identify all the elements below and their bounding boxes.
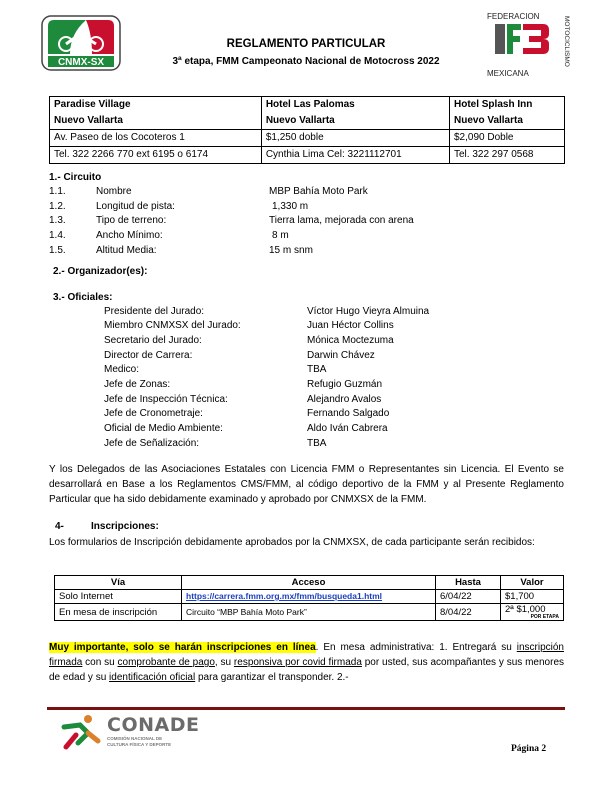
table-row	[55, 590, 564, 604]
important-text: para garantizar el transponder. 2.-	[195, 672, 349, 683]
circuito-value: Tierra lama, mejorada con arena	[269, 215, 414, 226]
circuito-label: Longitud de pista:	[96, 201, 175, 212]
table-cell	[182, 604, 436, 621]
oficial-label: Medico:	[104, 364, 140, 375]
inscripciones-intro: Los formularios de Inscripción debidamente aprobados por la CNMXSX, de cada participante serán recibidos:	[49, 537, 535, 548]
price-note: POR ETAPA	[530, 614, 559, 620]
table-cell	[501, 604, 564, 621]
important-text: . En mesa administrativa: 1. Entregará su	[315, 642, 517, 653]
section-num-inscripciones: 4-	[55, 521, 64, 532]
circuito-value: 1,330 m	[272, 201, 309, 212]
circuito-value: 15 m snm	[269, 245, 313, 256]
table-cell: $1,700	[501, 590, 564, 604]
oficial-label: Jefe de Inspección Técnica:	[104, 394, 228, 405]
page-number: Página 2	[511, 744, 547, 754]
table-cell: Tel. 322 2266 770 ext 6195 o 6174	[50, 147, 262, 164]
column-header-valor: Valor	[501, 576, 564, 590]
oficial-label: Jefe de Señalización:	[104, 438, 200, 449]
oficial-value: Fernando Salgado	[307, 408, 390, 419]
fmm-logo-side: MOTOCICLISMO	[563, 16, 570, 67]
oficial-value: Alejandro Avalos	[307, 394, 382, 405]
table-row	[55, 604, 564, 621]
hotels-table	[49, 96, 565, 164]
section-heading-inscripciones: Inscripciones:	[91, 521, 159, 532]
circuito-value: 8 m	[272, 230, 289, 241]
registration-link[interactable]: https://carrera.fmm.org.mx/fmm/busqueda1.html	[186, 591, 383, 601]
table-cell: Nuevo Vallarta	[449, 113, 564, 130]
section-heading-circuito: 1.- Circuito	[49, 172, 102, 183]
delegados-paragraph: Y los Delegados de las Asociaciones Estatales con Licencia FMM o Representantes sin Licencia. El Evento se desarrollará en Base a los Reglamentos CMS/FMM, al código deportivo de la FMM y al Presente Reglamento Particular que ha sido debidamente examinado y aprobado por CNMXSX de la FMM.	[49, 464, 564, 505]
circuito-num: 1.4.	[49, 230, 66, 241]
important-underlined: identificación oficial	[109, 672, 196, 683]
oficial-value: Refugio Guzmán	[307, 379, 383, 390]
circuito-label: Ancho Mínimo:	[96, 230, 163, 241]
important-underlined: responsiva por covid firmada	[233, 657, 362, 668]
conade-logo-icon	[58, 713, 104, 751]
oficial-label: Jefe de Cronometraje:	[104, 408, 203, 419]
table-cell: Paradise Village	[50, 97, 262, 114]
table-cell: 8/04/22	[436, 604, 501, 621]
circuito-label: Altitud Media:	[96, 245, 157, 256]
important-text: por usted, sus acompañantes y sus menores de edad y su	[49, 657, 565, 683]
fmm-logo-bottom: MEXICANA	[487, 69, 529, 78]
circuito-value: MBP Bahía Moto Park	[269, 186, 368, 197]
table-cell: Nuevo Vallarta	[50, 113, 262, 130]
table-cell: En mesa de inscripción	[55, 604, 182, 621]
fmm-logo-top: FEDERACION	[487, 12, 540, 21]
table-cell: Hotel Las Palomas	[261, 97, 449, 114]
oficial-value: TBA	[307, 438, 327, 449]
table-row	[50, 147, 565, 164]
section-heading-organizador: 2.- Organizador(es):	[53, 266, 148, 277]
document-title: REGLAMENTO PARTICULAR	[226, 38, 386, 50]
important-underlined: comprobante de pago	[117, 657, 215, 668]
table-cell: Nuevo Vallarta	[261, 113, 449, 130]
important-text: , su	[214, 657, 234, 668]
cnmx-logo-text: CNMX-SX	[57, 57, 105, 68]
column-header-hasta: Hasta	[436, 576, 501, 590]
circuito-num: 1.3.	[49, 215, 66, 226]
table-cell	[182, 590, 436, 604]
table-cell: Hotel Splash Inn	[449, 97, 564, 114]
conade-sub-line: COMISIÓN NACIONAL DE	[107, 736, 163, 741]
conade-sub-line: CULTURA FÍSICA Y DEPORTE	[107, 742, 172, 747]
oficial-value: Mónica Moctezuma	[307, 335, 394, 346]
inscripciones-table	[54, 575, 564, 621]
venue-text: Circuito “MBP Bahía Moto Park”	[186, 606, 307, 617]
oficial-label: Presidente del Jurado:	[104, 306, 205, 317]
table-cell: 6/04/22	[436, 590, 501, 604]
table-row	[50, 97, 565, 114]
oficial-label: Jefe de Zonas:	[104, 379, 171, 390]
footer-divider	[47, 707, 565, 710]
circuito-label: Tipo de terreno:	[96, 215, 167, 226]
table-cell: Cynthia Lima Cel: 3221112701	[261, 147, 449, 164]
circuito-num: 1.5.	[49, 245, 66, 256]
table-row	[50, 113, 565, 130]
circuito-num: 1.2.	[49, 201, 66, 212]
table-cell: Av. Paseo de los Cocoteros 1	[50, 130, 262, 147]
price-value: 2ª $1,000	[505, 604, 546, 615]
column-header-via: Vía	[55, 576, 182, 590]
oficial-value: Darwin Chávez	[307, 350, 375, 361]
important-text: con su	[82, 657, 118, 668]
oficial-value: Juan Héctor Collins	[307, 320, 394, 331]
oficial-label: Miembro CNMXSX del Jurado:	[104, 320, 241, 331]
column-header-acceso: Acceso	[182, 576, 436, 590]
important-highlight: Muy importante, solo se harán inscripciones en línea	[49, 642, 316, 653]
oficial-label: Oficial de Medio Ambiente:	[104, 423, 223, 434]
important-paragraph	[49, 640, 564, 685]
table-cell: Solo Internet	[55, 590, 182, 604]
circuito-num: 1.1.	[49, 186, 66, 197]
important-underlined: inscripción firmada	[49, 642, 564, 668]
table-cell: Tel. 322 297 0568	[449, 147, 564, 164]
oficial-label: Director de Carrera:	[104, 350, 193, 361]
oficial-value: TBA	[307, 364, 327, 375]
oficial-value: Víctor Hugo Vieyra Almuina	[307, 306, 430, 317]
circuito-label: Nombre	[96, 186, 132, 197]
conade-logo-text: CONADE	[107, 714, 200, 736]
table-cell: $2,090 Doble	[449, 130, 564, 147]
section-heading-oficiales: 3.- Oficiales:	[53, 292, 113, 303]
table-header-row	[55, 576, 564, 590]
table-cell: $1,250 doble	[261, 130, 449, 147]
conade-logo-subtext	[107, 736, 171, 748]
oficial-value: Aldo Iván Cabrera	[307, 423, 388, 434]
oficial-label: Secretario del Jurado:	[104, 335, 202, 346]
table-row	[50, 130, 565, 147]
document-subtitle: 3ª etapa, FMM Campeonato Nacional de Motocross 2022	[172, 56, 440, 67]
